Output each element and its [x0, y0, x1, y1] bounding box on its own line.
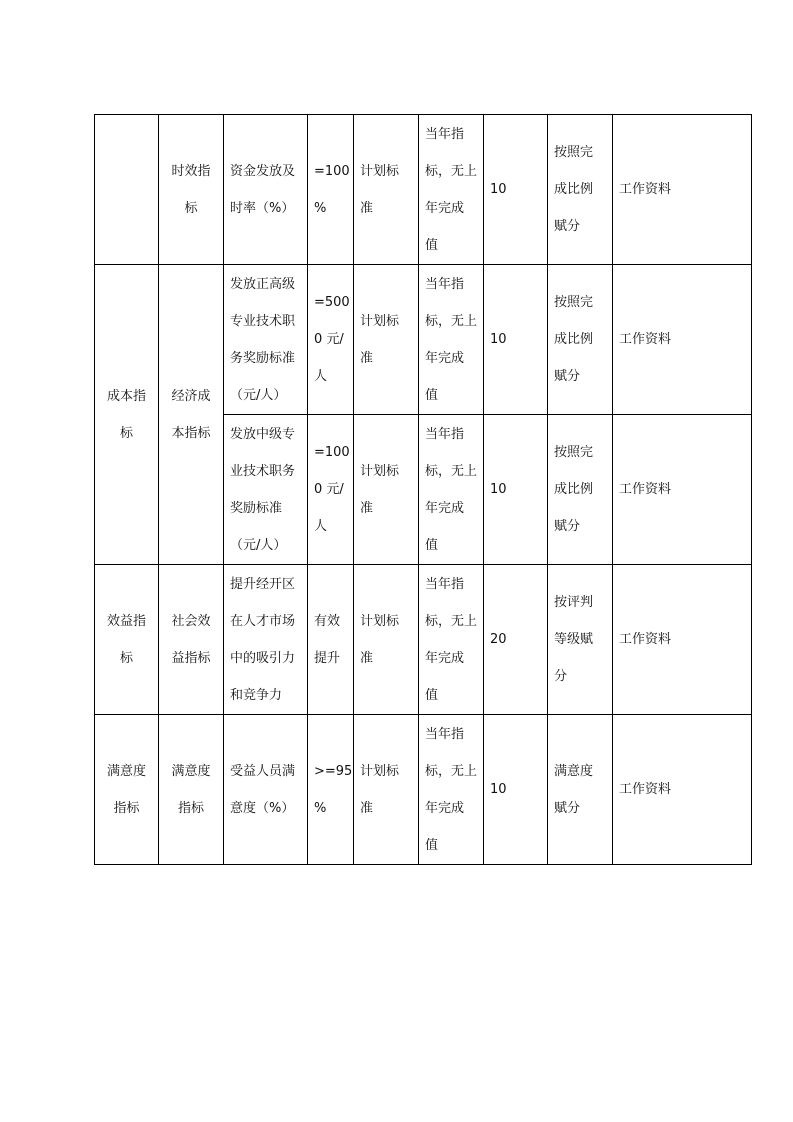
level1-indicator-cell: 满意度 指标	[95, 715, 159, 865]
level1-indicator-cell	[95, 115, 159, 265]
scoring-method-cell: 按评判 等级赋 分	[548, 565, 613, 715]
evidence-cell: 工作资料	[613, 565, 752, 715]
source-cell: 当年指 标，无上 年完成 值	[419, 565, 484, 715]
level3-indicator-cell: 发放正高级 专业技术职 务奖励标准 （元/人）	[224, 265, 308, 415]
level1-indicator-cell: 成本指 标	[95, 265, 159, 565]
table-row	[95, 715, 752, 865]
source-cell: 当年指 标，无上 年完成 值	[419, 265, 484, 415]
scoring-method-cell: 按照完 成比例 赋分	[548, 115, 613, 265]
level3-indicator-cell: 提升经开区 在人才市场 中的吸引力 和竞争力	[224, 565, 308, 715]
score-cell: 10	[484, 415, 548, 565]
level3-indicator-cell: 资金发放及 时率（%）	[224, 115, 308, 265]
scoring-method-cell: 满意度 赋分	[548, 715, 613, 865]
table-row	[95, 565, 752, 715]
target-value-cell: =100 0 元/ 人	[308, 415, 354, 565]
target-value-cell: 有效 提升	[308, 565, 354, 715]
target-value-cell: >=95 %	[308, 715, 354, 865]
level2-indicator-cell: 满意度 指标	[159, 715, 224, 865]
score-cell: 10	[484, 265, 548, 415]
level3-indicator-cell: 发放中级专 业技术职务 奖励标准 （元/人）	[224, 415, 308, 565]
basis-cell: 计划标 准	[354, 115, 419, 265]
target-value-cell: =500 0 元/ 人	[308, 265, 354, 415]
evidence-cell: 工作资料	[613, 265, 752, 415]
basis-cell: 计划标 准	[354, 715, 419, 865]
basis-cell: 计划标 准	[354, 265, 419, 415]
scoring-method-cell: 按照完 成比例 赋分	[548, 415, 613, 565]
score-cell: 10	[484, 715, 548, 865]
source-cell: 当年指 标，无上 年完成 值	[419, 415, 484, 565]
table-row	[95, 115, 752, 265]
level3-indicator-cell: 受益人员满 意度（%）	[224, 715, 308, 865]
performance-indicator-table	[94, 114, 752, 865]
basis-cell: 计划标 准	[354, 415, 419, 565]
table-row	[95, 265, 752, 415]
level2-indicator-cell: 社会效 益指标	[159, 565, 224, 715]
evidence-cell: 工作资料	[613, 715, 752, 865]
source-cell: 当年指 标，无上 年完成 值	[419, 715, 484, 865]
score-cell: 10	[484, 115, 548, 265]
level2-indicator-cell: 经济成 本指标	[159, 265, 224, 565]
evidence-cell: 工作资料	[613, 115, 752, 265]
target-value-cell: =100 %	[308, 115, 354, 265]
score-cell: 20	[484, 565, 548, 715]
evidence-cell: 工作资料	[613, 415, 752, 565]
source-cell: 当年指 标，无上 年完成 值	[419, 115, 484, 265]
basis-cell: 计划标 准	[354, 565, 419, 715]
scoring-method-cell: 按照完 成比例 赋分	[548, 265, 613, 415]
level2-indicator-cell: 时效指 标	[159, 115, 224, 265]
level1-indicator-cell: 效益指 标	[95, 565, 159, 715]
